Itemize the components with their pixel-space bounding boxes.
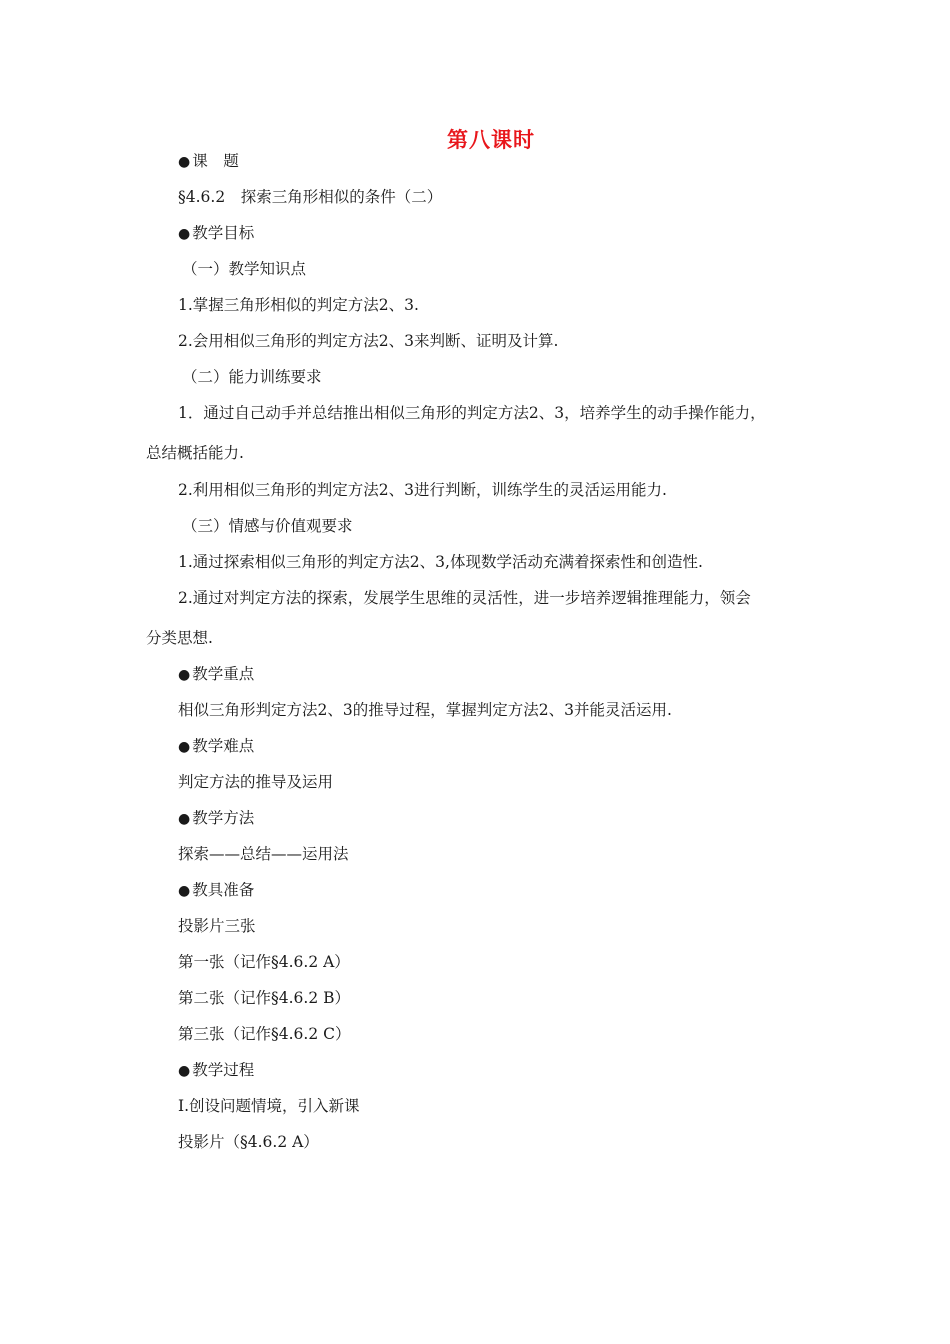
subheading-ability: （二）能力训练要求 xyxy=(182,368,322,386)
knowledge-item-2: 2.会用相似三角形的判定方法2、3来判断、证明及计算. xyxy=(178,332,559,350)
heading-process: ● 教学过程 xyxy=(178,1059,254,1082)
difficulties-text: 判定方法的推导及运用 xyxy=(178,773,334,791)
slide-1: 第一张（记作§4.6.2 A） xyxy=(178,953,350,971)
heading-materials: ● 教具准备 xyxy=(178,879,254,902)
heading-objectives: ● 教学目标 xyxy=(178,222,254,245)
values-item-2-continued: 分类思想. xyxy=(146,629,213,647)
materials-text: 投影片三张 xyxy=(178,917,256,935)
slide-2: 第二张（记作§4.6.2 B） xyxy=(178,989,351,1007)
process-step-1: Ⅰ.创设问题情境，引入新课 xyxy=(178,1097,360,1115)
slide-3: 第三张（记作§4.6.2 C） xyxy=(178,1025,351,1043)
values-item-1: 1.通过探索相似三角形的判定方法2、3,体现数学活动充满着探索性和创造性. xyxy=(178,553,703,571)
heading-key-points: ● 教学重点 xyxy=(178,663,254,686)
subheading-values: （三）情感与价值观要求 xyxy=(182,517,353,535)
heading-difficulties: ● 教学难点 xyxy=(178,735,254,758)
subheading-knowledge: （一）教学知识点 xyxy=(182,260,307,278)
values-item-2: 2.通过对判定方法的探索，发展学生思维的灵活性，进一步培养逻辑推理能力，领会 xyxy=(178,589,751,607)
lesson-subject: §4.6.2 探索三角形相似的条件（二） xyxy=(178,188,443,206)
ability-item-1: 1．通过自己动手并总结推出相似三角形的判定方法2、3，培养学生的动手操作能力， xyxy=(178,404,766,422)
heading-topic: ● 课 题 xyxy=(178,150,239,173)
ability-item-1-continued: 总结概括能力. xyxy=(146,444,244,462)
ability-item-2: 2.利用相似三角形的判定方法2、3进行判断，训练学生的灵活运用能力. xyxy=(178,481,667,499)
process-slide-reference: 投影片（§4.6.2 A） xyxy=(178,1133,319,1151)
knowledge-item-1: 1.掌握三角形相似的判定方法2、3. xyxy=(178,296,419,314)
document-title: 第八课时 xyxy=(447,128,535,152)
key-points-text: 相似三角形判定方法2、3的推导过程，掌握判定方法2、3并能灵活运用. xyxy=(178,701,672,719)
heading-methods: ● 教学方法 xyxy=(178,807,254,830)
methods-text: 探索——总结——运用法 xyxy=(178,845,349,863)
